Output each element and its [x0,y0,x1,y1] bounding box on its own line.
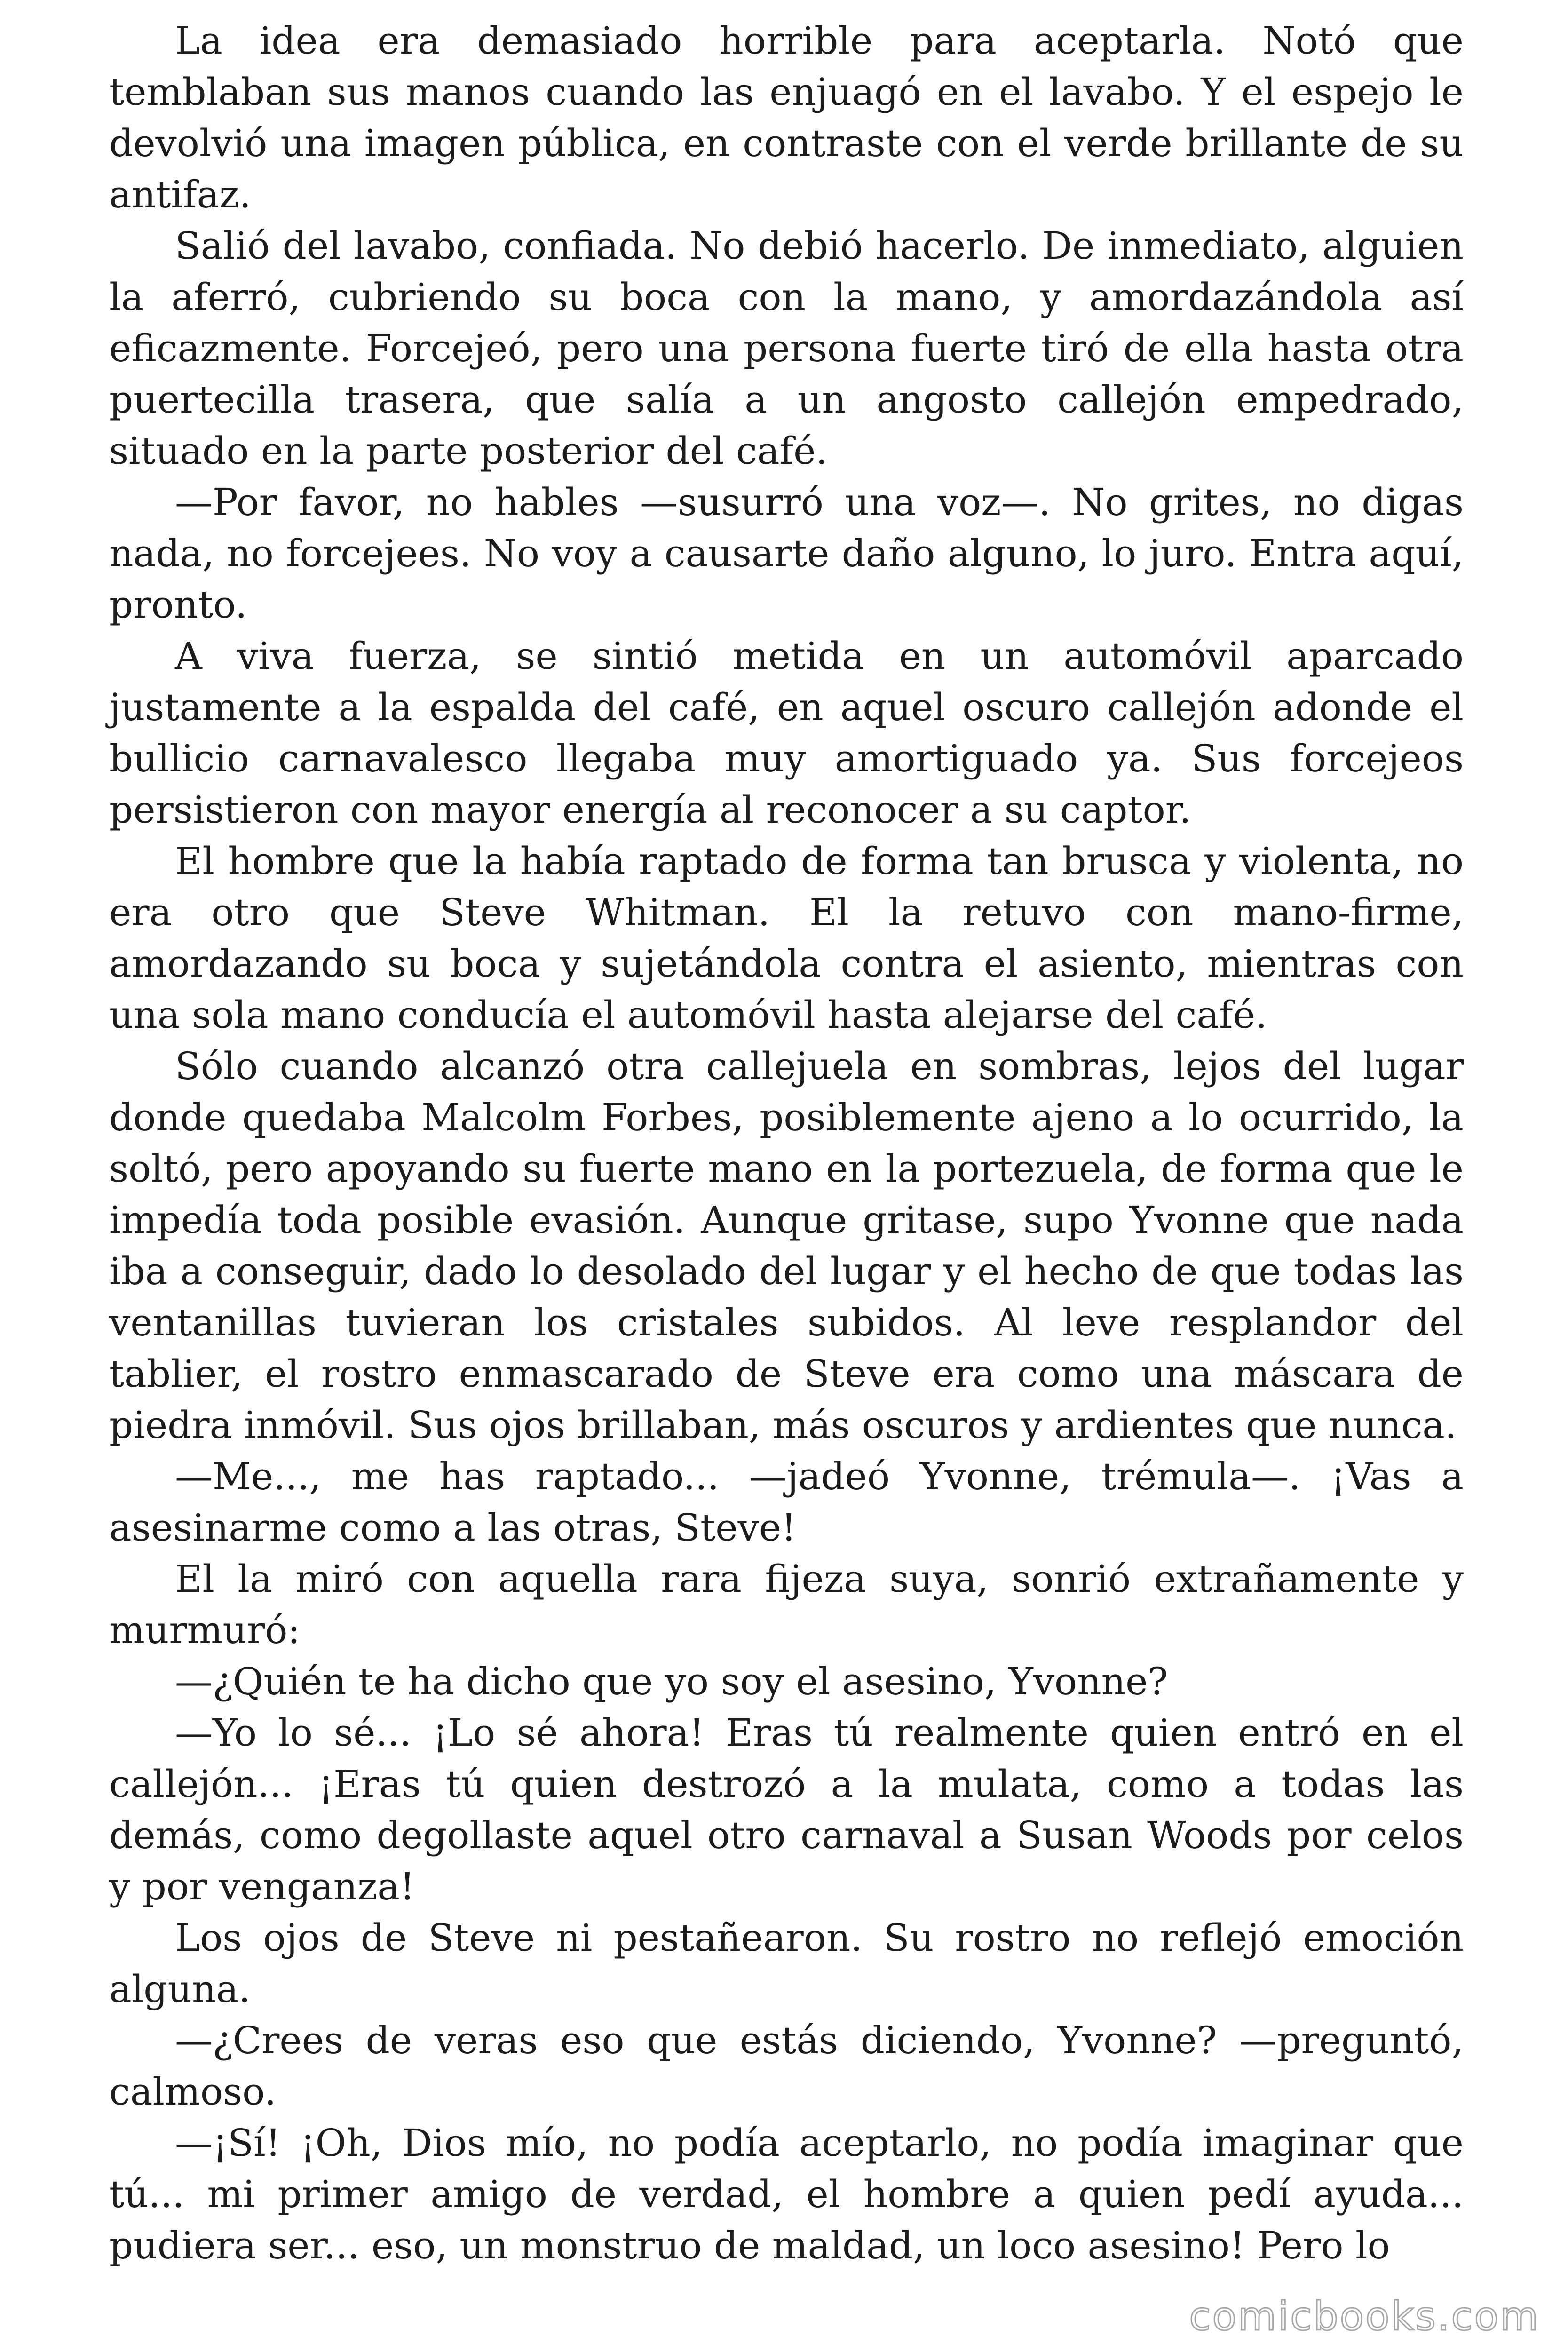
paragraph-11: Los ojos de Steve ni pestañearon. Su rostro no reflejó emoción alguna. [109,1916,1464,2011]
watermark: comicbooks.com [1189,2293,1540,2339]
paragraph-5: El hombre que la había raptado de forma tan brusca y violenta, no era otro que Steve Whitman. El la retuvo con mano-firme, amordazando su boca y sujetándola contra el asiento, mientras con una sola mano conducía el automóvil hasta alejarse del café. [109,839,1464,1037]
paragraph-8: El la miró con aquella rara fijeza suya, sonrió extrañamente y murmuró: [109,1557,1464,1652]
paragraph-10: —Yo lo sé... ¡Lo sé ahora! Eras tú realmente quien entró en el callejón... ¡Eras tú quien destrozó a la mulata, como a todas las demás, como degollaste aquel otro carnaval a Susan Woods por celos y por venganza! [109,1711,1464,1908]
paragraph-6: Sólo cuando alcanzó otra callejuela en sombras, lejos del lugar donde quedaba Malcolm Forbes, posiblemente ajeno a lo ocurrido, la soltó, pero apoyando su fuerte mano en la portezuela, de forma que le impedía toda posible evasión. Aunque gritase, supo Yvonne que nada iba a conseguir, dado lo desolado del lugar y el hecho de que todas las ventanillas tuvieran los cristales subidos. Al leve resplandor del tablier, el rostro enmascarado de Steve era como una máscara de piedra inmóvil. Sus ojos brillaban, más oscuros y ardientes que nunca. [109,1044,1464,1447]
paragraph-2: Salió del lavabo, confiada. No debió hacerlo. De inmediato, alguien la aferró, cubriendo su boca con la mano, y amordazándola así eficazmente. Forcejeó, pero una persona fuerte tiró de ella hasta otra puertecilla trasera, que salía a un angosto callejón empedrado, situado en la parte posterior del café. [109,224,1464,473]
paragraph-12: —¿Crees de veras eso que estás diciendo, Yvonne? —preguntó, calmoso. [109,2018,1464,2114]
paragraph-7: —Me..., me has raptado... —jadeó Yvonne, trémula—. ¡Vas a asesinarme como a las otras, Steve! [109,1454,1464,1549]
paragraph-13: —¡Sí! ¡Oh, Dios mío, no podía aceptarlo, no podía imaginar que tú... mi primer amigo de verdad, el hombre a quien pedí ayuda... pudiera ser... eso, un monstruo de maldad, un loco asesino! Pero lo [109,2121,1464,2267]
paragraph-1: La idea era demasiado horrible para aceptarla. Notó que temblaban sus manos cuando las enjuagó en el lavabo. Y el espejo le devolvió una imagen pública, en contraste con el verde brillante de su antifaz. [109,19,1464,216]
paragraph-3: —Por favor, no hables —susurró una voz—. No grites, no digas nada, no forcejees. No voy a causarte daño alguno, lo juro. Entra aquí, pronto. [109,480,1464,627]
paragraph-4: A viva fuerza, se sintió metida en un automóvil aparcado justamente a la espalda del café, en aquel oscuro callejón adonde el bullicio carnavalesco llegaba muy amortiguado ya. Sus forcejeos persistieron con mayor energía al reconocer a su captor. [109,634,1464,832]
paragraph-9: —¿Quién te ha dicho que yo soy el asesino, Yvonne? [175,1660,1168,1703]
body-text [109,15,1464,2271]
